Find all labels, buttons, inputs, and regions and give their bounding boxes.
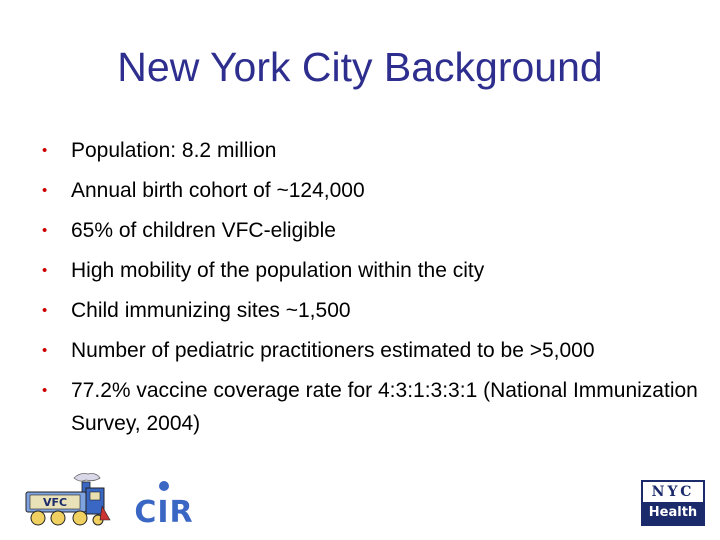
bullet-item: • 65% of children VFC-eligible bbox=[40, 214, 700, 247]
bullet-dot-icon: • bbox=[42, 182, 48, 199]
slide-title: New York City Background bbox=[117, 44, 603, 90]
bullet-dot-icon: • bbox=[42, 142, 48, 159]
nyc-health-logo bbox=[641, 480, 705, 526]
bullet-dot-icon: • bbox=[42, 302, 48, 319]
nyc-logo-top: NYC bbox=[651, 484, 695, 500]
bullet-item: • Number of pediatric practitioners estimated to be >5,000 bbox=[40, 334, 700, 367]
nyc-logo-bottom: Health bbox=[643, 502, 703, 524]
bullet-list bbox=[40, 134, 700, 447]
cir-logo bbox=[126, 480, 202, 526]
bullet-item: • Child immunizing sites ~1,500 bbox=[40, 294, 700, 327]
bullet-dot-icon: • bbox=[42, 262, 48, 279]
bullet-item: • 77.2% vaccine coverage rate for 4:3:1:3:3:1 (National Immunization Survey, 2004) bbox=[40, 374, 700, 440]
svg-text:VFC: VFC bbox=[42, 496, 68, 509]
bullet-dot-icon: • bbox=[42, 382, 48, 399]
bullet-dot-icon: • bbox=[42, 342, 48, 359]
svg-text:CIR: CIR bbox=[134, 495, 194, 526]
bullet-dot-icon: • bbox=[42, 222, 48, 239]
bullet-item: • High mobility of the population within the city bbox=[40, 254, 700, 287]
vfc-train-logo bbox=[22, 470, 112, 530]
bullet-item: • Population: 8.2 million bbox=[40, 134, 700, 167]
bullet-item: • Annual birth cohort of ~124,000 bbox=[40, 174, 700, 207]
